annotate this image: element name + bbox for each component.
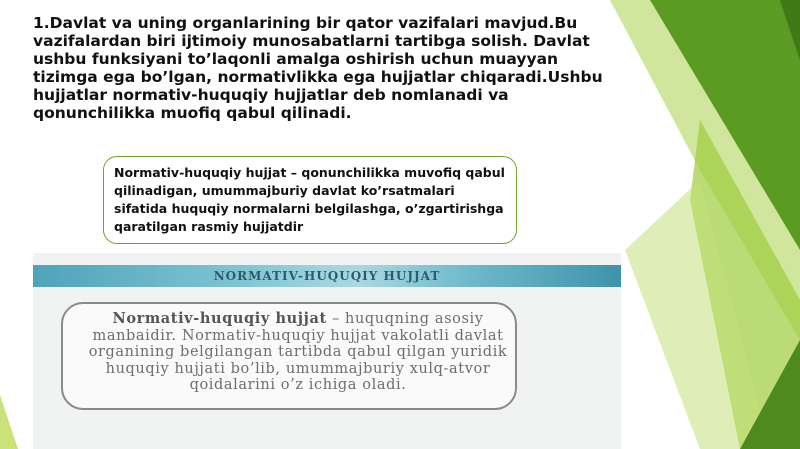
panel-definition: – huquqning asosiy manbaidir. Normativ-huquqiy hujjat vakolatli davlat organining belgilangan tartibda qabul qilgan yuridik huquqiy hujjati bo’lib, umummajburiy xulq-atvor qoidalarini o’z ichiga oladi. xyxy=(88,311,508,393)
panel-header-title: NORMATIV-HUQUQIY HUJJAT xyxy=(213,269,441,283)
definition-callout: Normativ-huquqiy hujjat – qonunchilikka muvofiq qabul qilinadigan, umummajburiy davlat ko’rsatmalari sifatida huquqiy normalarni belgilashga, o’zgartirishga qaratilgan rasmiy hujjatdir xyxy=(103,156,517,244)
intro-paragraph: 1.Davlat va uning organlarining bir qator vazifalari mavjud.Bu vazifalardan biri ijtimoiy munosabatlarni tartibga solish. Davlat ushbu funksiyani to’laqonli amalga oshirish uchun muayyan tizimga ega bo’lgan, normativlikka ega hujjatlar chiqaradi.Ushbu hujjatlar normativ-huquqiy hujjatlar deb nomlanadi va qonunchilikka muofiq qabul qilinadi. xyxy=(33,14,603,122)
panel-header-bar xyxy=(33,265,621,287)
panel-definition-text xyxy=(88,311,508,394)
definition-image-panel xyxy=(33,253,621,449)
panel-term: Normativ-huquqiy hujjat xyxy=(112,310,327,327)
